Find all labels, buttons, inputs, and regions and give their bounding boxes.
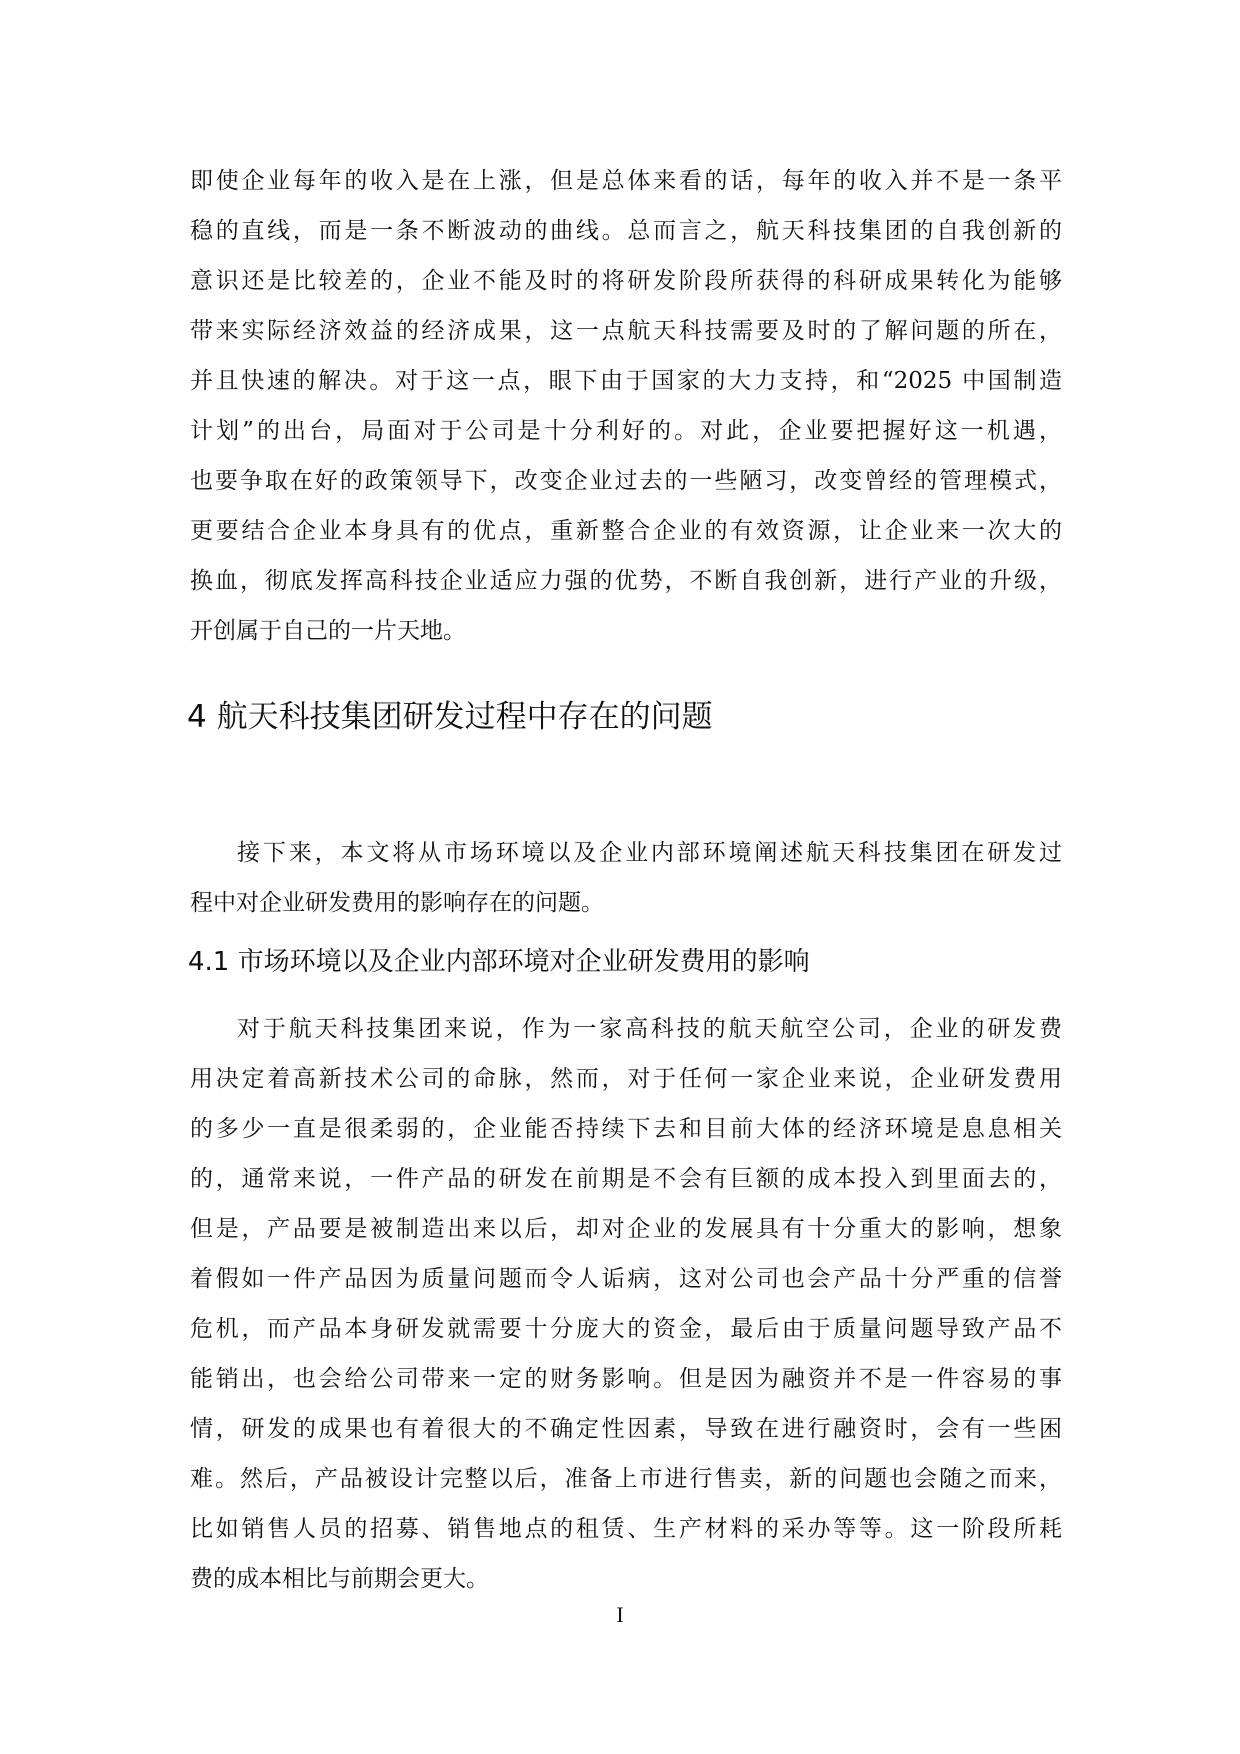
paragraph-line: 对于航天科技集团来说，作为一家高科技的航天航空公司，企业的研发费: [237, 1016, 1062, 1042]
paragraph-line: 但是，产品要是被制造出来以后，却对企业的发展具有十分重大的影响，想象: [190, 1216, 1062, 1242]
page-number: I: [616, 1602, 624, 1627]
paragraph-line: 带来实际经济效益的经济成果，这一点航天科技需要及时的了解问题的所在，: [190, 318, 1062, 344]
paragraph-line: 稳的直线，而是一条不断波动的曲线。总而言之，航天科技集团的自我创新的: [190, 218, 1062, 244]
paragraph-line: 情，研发的成果也有着很大的不确定性因素，导致在进行融资时，会有一些困: [190, 1416, 1062, 1442]
paragraph-line: 难。然后，产品被设计完整以后，准备上市进行售卖，新的问题也会随之而来，: [190, 1466, 1062, 1492]
paragraph-line: 意识还是比较差的，企业不能及时的将研发阶段所获得的科研成果转化为能够: [190, 268, 1062, 294]
paragraph-line: 计划”的出台，局面对于公司是十分利好的。对此，企业要把握好这一机遇，: [190, 418, 1062, 444]
paragraph-line: 能销出，也会给公司带来一定的财务影响。但是因为融资并不是一件容易的事: [190, 1366, 1062, 1392]
paragraph-line: 更要结合企业本身具有的优点，重新整合企业的有效资源，让企业来一次大的: [190, 518, 1062, 544]
paragraph-line: 接下来，本文将从市场环境以及企业内部环境阐述航天科技集团在研发过: [237, 840, 1062, 866]
paragraph-line: 并且快速的解决。对于这一点，眼下由于国家的大力支持，和“2025 中国制造: [190, 368, 1062, 394]
paragraph-line: 危机，而产品本身研发就需要十分庞大的资金，最后由于质量问题导致产品不: [190, 1316, 1062, 1342]
section-4-1-paragraph: [190, 1004, 1062, 1604]
paragraph-line: 换血，彻底发挥高科技企业适应力强的优势，不断自我创新，进行产业的升级，: [190, 568, 1062, 594]
paragraph-line: 着假如一件产品因为质量问题而令人诟病，这对公司也会产品十分严重的信誉: [190, 1266, 1062, 1292]
paragraph-line: 开创属于自己的一片天地。: [190, 618, 466, 644]
paragraph-continuation: [190, 156, 1062, 656]
paragraph-line: 即使企业每年的收入是在上涨，但是总体来看的话，每年的收入并不是一条平: [190, 168, 1062, 194]
section-4-intro-paragraph: [190, 828, 1062, 928]
paragraph-line: 用决定着高新技术公司的命脉，然而，对于任何一家企业来说，企业研发费用: [190, 1066, 1062, 1092]
paragraph-line: 的多少一直是很柔弱的，企业能否持续下去和目前大体的经济环境是息息相关: [190, 1116, 1062, 1142]
section-4-heading: 4 航天科技集团研发过程中存在的问题: [187, 699, 713, 735]
section-4-1-heading: 4.1 市场环境以及企业内部环境对企业研发费用的影响: [188, 947, 810, 977]
paragraph-line: 比如销售人员的招募、销售地点的租赁、生产材料的采办等等。这一阶段所耗: [190, 1516, 1062, 1542]
paragraph-line: 也要争取在好的政策领导下，改变企业过去的一些陋习，改变曾经的管理模式，: [190, 468, 1062, 494]
paragraph-line: 程中对企业研发费用的影响存在的问题。: [190, 890, 604, 916]
paragraph-line: 费的成本相比与前期会更大。: [190, 1566, 489, 1592]
paragraph-line: 的，通常来说，一件产品的研发在前期是不会有巨额的成本投入到里面去的，: [190, 1166, 1062, 1192]
